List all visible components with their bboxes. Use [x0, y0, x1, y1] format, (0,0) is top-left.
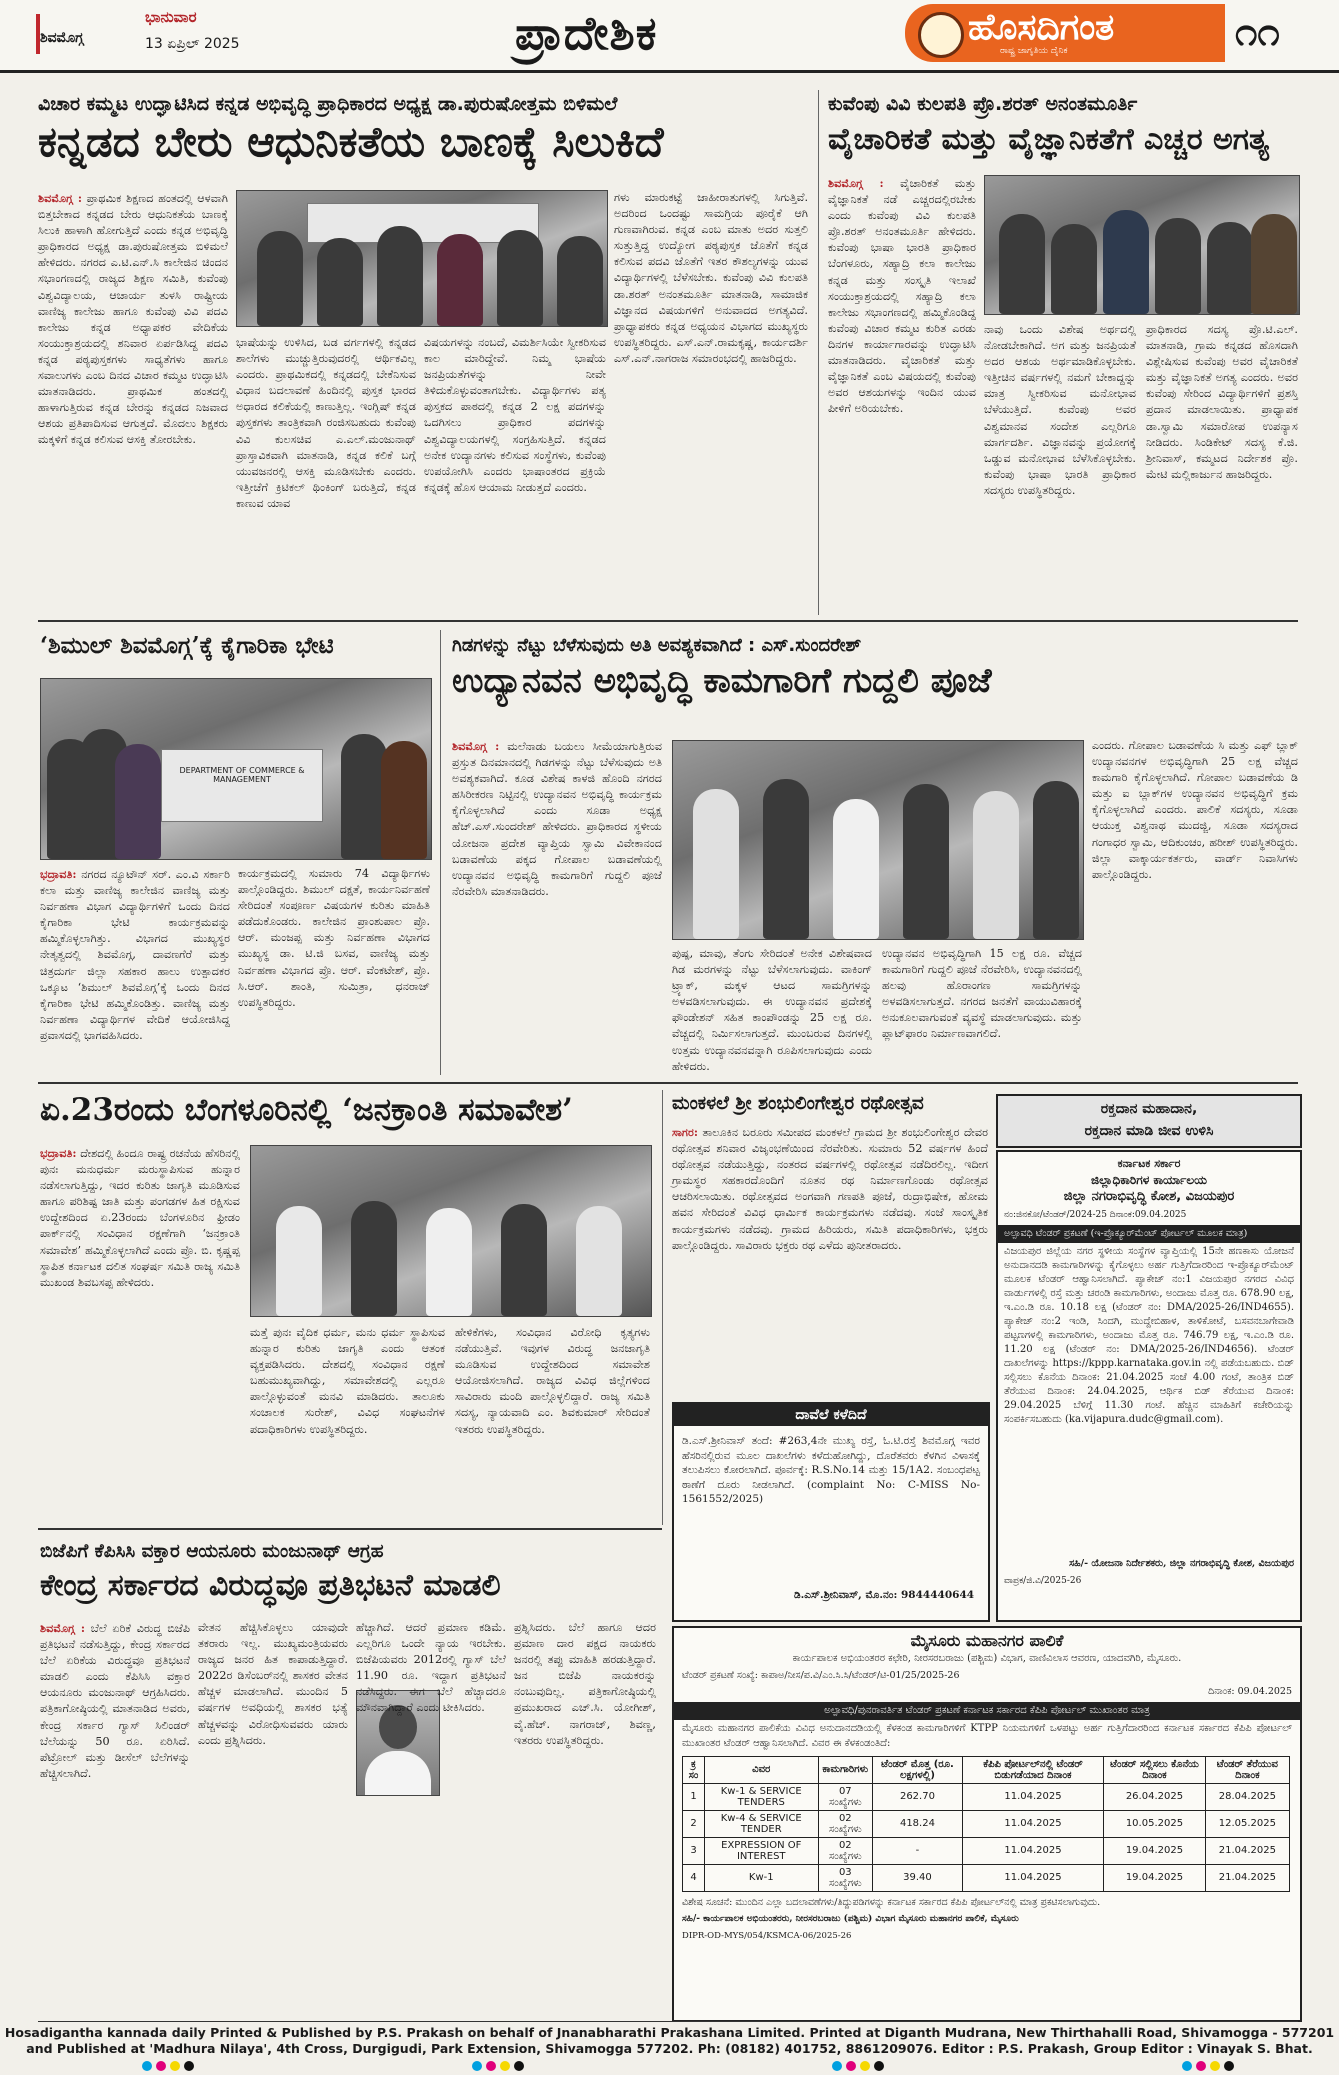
story7-column-3: ಹೆಚ್ಚಾಗಿದೆ. ಆದರೆ ಪ್ರಮಾಣ ಕಡಿಮೆ. ಎಲ್ಲರಿಗೂ ಒಂದೇ ನ್ಯಾಯ ಇರಬೇಕು. ಬಿಜೆಪಿಯವರು 2012ರಲ್ಲಿ ಗ್ಯಾಸ್ ಬೆಲೆ 11.90 ರೂ. ಇದ್ದಾಗ ಪ್ರತಿಭಟನೆ ನಡೆಸಿದ್ದರು. ಈಗ ಬೆಲೆ ಹೆಚ್ಚಾದರೂ ಮೌನವಾಗಿದ್ದಾರೆ ಎಂದು ಟೀಕಿಸಿದರು.: [356, 1621, 506, 1715]
section-divider: [38, 1528, 662, 1530]
story1-column-3: ವಿಷಯಗಳನ್ನು ನಂಬದೆ, ವಿಮರ್ಶಿಸಿಯೇ ಸ್ವೀಕರಿಸುವ ಕಾಲ ಮಾರಿದ್ದೇವೆ. ನಿಮ್ಮ ಭಾಷೆಯ ಜನಪ್ರಿಯತೆಗಳನ್ನು ನೀವೇ ತಿಳಿದುಕೊಳ್ಳುವಂತಾಗಬೇಕು. ವಿದ್ಯಾರ್ಥಿಗಳು ಪತ್ಯ ಪುಸ್ತಕದ ಪಾಠದಲ್ಲಿ ಕನ್ನಡ 2 ಲಕ್ಷ ಪದಗಳನ್ನು ಒದಗಿಸಲು ಪ್ರಾಧಿಕಾರ ಪದಗಳನ್ನು ವಿಶ್ವವಿದ್ಯಾಲಯಗಳಲ್ಲಿ ಸಂಗ್ರಹಿಸುತ್ತಿದೆ. ಕನ್ನಡದ ಅನೇಕ ಉದ್ಯಾನಗಳು ಕಲಿಸುವ ಸಂಸ್ಥೆಗಳು, ಕುವೆಂಪು ಉಪಯೋಗಿಸಿ ಎಂದರು ಭಾಷಾಂತರದ ಪ್ರಕ್ರಿಯೆ ಕನ್ನಡಕ್ಕೆ ಹೊಸ ಆಯಾಮ ನೀಡುತ್ತದೆ ಎಂದರು.: [424, 336, 606, 494]
ad1-government: ಕರ್ನಾಟಕ ಸರ್ಕಾರ: [1117, 1157, 1181, 1170]
edition-city: ಶಿವಮೊಗ್ಗ: [40, 30, 84, 46]
story7-column-1: ಶಿವಮೊಗ್ಗ : ಬೆಲೆ ಏರಿಕೆ ವಿರುದ್ಧ ಬಿಜೆಪಿ ಪ್ರತಿಭಟನೆ ನಡೆಸುತ್ತಿದ್ದು, ಕೇಂದ್ರ ಸರ್ಕಾರದ ಬೆಲೆ ಏರಿಕೆಯ ವಿರುದ್ಧವೂ ಪ್ರತಿಭಟನೆ ಮಾಡಲಿ ಎಂದು ಕೆಪಿಸಿಸಿ ವಕ್ತಾರ ಆಯನೂರು ಮಂಜುನಾಥ್ ಆಗ್ರಹಿಸಿದರು. ಪತ್ರಿಕಾಗೋಷ್ಠಿಯಲ್ಲಿ ಮಾತನಾಡಿದ ಅವರು, ಕೇಂದ್ರ ಸರ್ಕಾರ ಗ್ಯಾಸ್ ಸಿಲಿಂಡರ್ ಬೆಲೆಯನ್ನು 50 ರೂ. ಏರಿಸಿದೆ. ಪೆಟ್ರೋಲ್ ಮತ್ತು ಡೀಸೆಲ್ ಬೆಲೆಗಳನ್ನು ಹೆಚ್ಚಿಸಲಾಗಿದೆ.: [40, 1621, 190, 1780]
notice-title: ದಾವೆಲೆ ಕಳೆದಿದೆ: [674, 1404, 988, 1426]
story4-column-1: ಶಿವಮೊಗ್ಗ : ಮಲೆನಾಡು ಬಯಲು ಸೀಮೆಯಾಗುತ್ತಿರುವ ಪ್ರಸ್ತುತ ದಿನಮಾನದಲ್ಲಿ ಗಿಡಗಳನ್ನು ನೆಟ್ಟು ಬೆಳೆಸುವುದು ಅತಿ ಅವಶ್ಯಕವಾಗಿದೆ. ಕೂಡ ವಿಶೇಷ ಕಾಳಜಿ ಹೊಂದಿ ನಗರದ ಹಸಿರೀಕರಣ ನಿಟ್ಟಿನಲ್ಲಿ ಉದ್ಯಾನವನ ಅಭಿವೃದ್ಧಿ ಕಾರ್ಯಕ್ರಮ ಕೈಗೊಳ್ಳಲಾಗಿದೆ ಎಂದು ಸೂಡಾ ಅಧ್ಯಕ್ಷ ಹೆಚ್.ಎಸ್.ಸುಂದರೇಶ್ ಹೇಳಿದರು. ಪ್ರಾಧಿಕಾರದ ಸ್ಥಳೀಯ ಯೋಜನಾ ಪ್ರದೇಶ ವ್ಯಾಪ್ತಿಯ ಸ್ವಾಮಿ ವಿವೇಕಾನಂದ ಬಡಾವಣೆಯ ಪಕ್ಕದ ಗೋಪಾಲ ಬಡಾವಣೆಯಲ್ಲಿ ಉದ್ಯಾನವನ ಅಭಿವೃದ್ಧಿ ಕಾಮಗಾರಿಗೆ ಗುದ್ದಲಿ ಪೂಜೆ ನೆರವೇರಿಸಿ ಮಾತನಾಡಿದರು.: [452, 739, 663, 898]
footer-divider: [38, 2021, 1298, 2022]
ad2-date: ದಿನಾಂಕ: 09.04.2025: [1208, 1686, 1292, 1698]
ad2-office: ಕಾರ್ಯಪಾಲಕ ಅಭಿಯಂತರರ ಕಛೇರಿ, ನೀರಸರಬರಾಜು (ಪಶ್ಚಿಮ) ವಿಭಾಗ, ವಾಣಿವಿಲಾಸ ಆವರಣ, ಯಾದವಗಿರಿ, ಮೈಸೂರು.: [792, 1653, 1182, 1664]
section-divider: [38, 1082, 1298, 1084]
edition-date: 13 ಏಪ್ರಿಲ್ 2025: [145, 36, 240, 52]
table-row: 4 Kw-1 03 ಸಂಖ್ಯೆಗಳು 39.40 11.04.2025 19.04.2025 21.04.2025: [683, 1864, 1290, 1891]
notice-body: ಡಿ.ಎಸ್.ಶ್ರೀನಿವಾಸ್ ತಂದೆ: #263,4ನೇ ಮುಖ್ಯ ರಸ್ತೆ, ಓ.ಟಿ.ರಸ್ತೆ ಶಿವಮೊಗ್ಗ ಇವರ ಹೆಸರಿನಲ್ಲಿರುವ ಮೂಲ ದಾಖಲೆಗಳು ಕಳೆದುಹೋಗಿದ್ದು, ದೊರೆತವರು ಕೆಳಗಿನ ವಿಳಾಸಕ್ಕೆ ತಲುಪಿಸಲು ಕೋರಲಾಗಿದೆ. ಪೂರ್ವಕ್ಕೆ: R.S.No.14 ಮತ್ತು 15/1A2. ಸಂಬಂಧಪಟ್ಟ ಠಾಣೆಗೆ ದೂರು ನೀಡಲಾಗಿದೆ. (complaint No: C-MISS No-1561552/2025): [682, 1435, 980, 1506]
column-divider: [818, 90, 819, 615]
blood-line-2: ರಕ್ತದಾನ ಮಾಡಿ ಜೀವ ಉಳಿಸಿ: [1084, 1123, 1214, 1139]
edition-day: ಭಾನುವಾರ: [145, 8, 197, 26]
registration-marks: [830, 2056, 886, 2075]
story5-headline: ಏ.23ರಂದು ಬೆಂಗಳೂರಿನಲ್ಲಿ ‘ಜನಕ್ರಾಂತಿ ಸಮಾವೇಶ’: [40, 1092, 573, 1128]
story6-headline: ಮಂಕಳಲೆ ಶ್ರೀ ಶಂಭುಲಿಂಗೇಶ್ವರ ರಥೋತ್ಸವ: [672, 1093, 924, 1114]
masthead: [0, 0, 1339, 73]
section-divider: [38, 620, 1298, 622]
registration-marks: [140, 2056, 196, 2075]
column-divider: [662, 1090, 663, 1525]
ad2-tender-table: [682, 1756, 1290, 1892]
story1-byline: ಶಿವಮೊಗ್ಗ :: [38, 191, 82, 205]
story3-group-photo: [40, 678, 432, 860]
table-header-row: ಕ್ರ ಸಂ ವಿವರ ಕಾಮಗಾರಿಗಳು ಟೆಂಡರ್ ಮೊತ್ತ (ರೂ. ಲಕ್ಷಗಳಲ್ಲಿ) ಕೆಪಿಪಿ ಪೋರ್ಟಲ್‌ನಲ್ಲಿ ಟೆಂಡರ್ ಬಿಡುಗಡೆಯಾದ ದಿನಾಂಕ ಟೆಂಡರ್ ಸಲ್ಲಿಸಲು ಕೊನೆಯ ದಿನಾಂಕ ಟೆಂಡರ್ ತೆರೆಯುವ ದಿನಾಂಕ: [683, 1756, 1290, 1783]
ad1-signature: ಸಹಿ/- ಯೋಜನಾ ನಿರ್ದೇಶಕರು, ಜಿಲ್ಲಾ ನಗರಾಭಿವೃದ್ಧಿ ಕೋಶ, ವಿಜಯಪುರ: [1069, 1558, 1294, 1570]
story7-column-4: ಪ್ರಶ್ನಿಸಿದರು. ಬೆಲೆ ಹಾಗೂ ಆದರ ಪ್ರಮಾಣ ದಾರ ಪಕ್ಷದ ನಾಯಕರು ಜನರಲ್ಲಿ ತಪ್ಪು ಮಾಹಿತಿ ಹರಡುತ್ತಿದ್ದಾರೆ. ಜನ ಬಿಜೆಪಿ ನಾಯಕರನ್ನು ನಂಬುವುದಿಲ್ಲ. ಪತ್ರಿಕಾಗೋಷ್ಠಿಯಲ್ಲಿ ಪ್ರಮುಖರಾದ ಎಚ್.ಸಿ. ಯೋಗೀಶ್, ವೈ.ಹೆಚ್. ನಾಗರಾಜ್, ಶಿವಣ್ಣ, ಇತರರು ಉಪಸ್ಥಿತರಿದ್ದರು.: [514, 1621, 656, 1747]
story5-press-meet-photo: [250, 1145, 652, 1317]
page-number: ೧೧: [1235, 8, 1280, 55]
imprint-line-1: Hosadigantha kannada daily Printed & Published by P.S. Prakash on behalf of Jnanabharathi Prakashana Limited. Printed at Diganth Mudrana, New Thirthahalli Road, Shivamogga - 577201: [4, 2025, 1335, 2040]
story3-banner: DEPARTMENT OF COMMERCE & MANAGEMENT: [161, 749, 323, 822]
vijayapura-tender-ad: [996, 1150, 1302, 1622]
story3-column-1: ಭದ್ರಾವತಿ: ನಗರದ ನ್ಯೂಟೌನ್ ಸರ್. ಎಂ.ವಿ ಸರ್ಕಾರಿ ಕಲಾ ಮತ್ತು ವಾಣಿಜ್ಯ ಕಾಲೇಜಿನ ವಾಣಿಜ್ಯ ಮತ್ತು ನಿರ್ವಹಣಾ ವಿಭಾಗ ವಿದ್ಯಾರ್ಥಿಗಳಿಗೆ ಒಂದು ದಿನದ ಕೈಗಾರಿಕಾ ಭೇಟಿ ಕಾರ್ಯಕ್ರಮವನ್ನು ಹಮ್ಮಿಕೊಳ್ಳಲಾಗಿತ್ತು. ವಿಭಾಗದ ಮುಖ್ಯಸ್ಥರ ನೇತೃತ್ವದಲ್ಲಿ ಶಿವಮೊಗ್ಗ, ದಾವಣಗೆರೆ ಮತ್ತು ಚಿತ್ರದುರ್ಗ ಜಿಲ್ಲಾ ಸಹಕಾರ ಹಾಲು ಉತ್ಪಾದಕರ ಒಕ್ಕೂಟ ‘ಶಿಮುಲ್ ಶಿವಮೊಗ್ಗ’ಕ್ಕೆ ಒಂದು ದಿನದ ಕೈಗಾರಿಕಾ ಭೇಟಿ ಹಮ್ಮಿಕೊಂಡಿತ್ತು. ವಾಣಿಜ್ಯ ಮತ್ತು ನಿರ್ವಹಣಾ ವಿದ್ಯಾರ್ಥಿಗಳ ವೇದಿಕೆ ಆಯೋಜಿಸಿದ್ದ ಪ್ರವಾಸದಲ್ಲಿ ಭಾಗವಹಿಸಿದರು.: [40, 867, 230, 1042]
story1-column-4: ಗಳು ಮಾರುಕಟ್ಟೆ ಜಾಹೀರಾತುಗಳಲ್ಲಿ ಸಿಗುತ್ತಿವೆ. ಅದರಿಂದ ಒಂದಷ್ಟು ಸಾಮಗ್ರಿಯ ಪೂರೈಕೆ ಆಗಿ ಗುಣವಾಗಿರುವ. ಕನ್ನಡ ಎಂಬ ಮಾತು ಅದರ ಸುತ್ತಲಿ ಸುತ್ತುತ್ತಿದ್ದ ಉದ್ಯೋಗ ಪಠ್ಯಪುಸ್ತಕ ಜೊತೆಗೆ ಕನ್ನಡ ಕಲಿಸುವ ಪದವಿ ಜೊತೆಗೆ ಇತರ ಕೌಶಲ್ಯಗಳನ್ನು ಯುವ ವಿದ್ಯಾರ್ಥಿಗಳಲ್ಲಿ ಬೆಳೆಸಬೇಕು. ಕುವೆಂಪು ವಿವಿ ಕುಲಪತಿ ಡಾ.ಶರತ್ ಅನಂತಮೂರ್ತಿ ಮಾತನಾಡಿ, ಸಾಮಾಜಿಕ ವಿಜ್ಞಾನದ ವಿಷಯಗಳಿಗೆ ಅನುವಾದದ ಅಗತ್ಯವಿದೆ. ಪ್ರಾಧ್ಯಾಪಕರು ಕನ್ನಡ ಅಧ್ಯಯನ ವಿಭಾಗದ ಮುಖ್ಯಸ್ಥರು ಉಪಸ್ಥಿತರಿದ್ದರು. ಎಸ್.ಎನ್.ರಾಮಕೃಷ್ಣ, ಕಾರ್ಯದರ್ಶಿ ಎಸ್.ಎನ್.ನಾಗರಾಜ ಸಮಾರಂಭದಲ್ಲಿ ಹಾಜರಿದ್ದರು.: [614, 191, 808, 365]
story4-photo: [672, 740, 1084, 940]
lost-documents-notice: [672, 1402, 990, 1622]
story5-column-3: ಹೇಳಿಕೆಗಳು, ಸಂವಿಧಾನ ವಿರೋಧಿ ಕೃತ್ಯಗಳು ನಡೆಯುತ್ತಿವೆ. ಇವುಗಳ ವಿರುದ್ಧ ಜನಜಾಗೃತಿ ಮೂಡಿಸುವ ಉದ್ದೇಶದಿಂದ ಸಮಾವೇಶ ಆಯೋಜಿಸಲಾಗಿದೆ. ರಾಜ್ಯದ ವಿವಿಧ ಜಿಲ್ಲೆಗಳಿಂದ ಸಾವಿರಾರು ಮಂದಿ ಪಾಲ್ಗೊಳ್ಳಲಿದ್ದಾರೆ. ರಾಜ್ಯ ಸಮಿತಿ ಸದಸ್ಯ, ನ್ಯಾಯವಾದಿ ಎಂ. ಶಿವಕುಮಾರ್ ಸೇರಿದಂತೆ ಇತರರು ಉಪಸ್ಥಿತರಿದ್ದರು.: [455, 1326, 650, 1436]
story2-kicker: ಕುವೆಂಪು ವಿವಿ ಕುಲಪತಿ ಪ್ರೊ.ಶರತ್ ಅನಂತಮೂರ್ತಿ: [828, 93, 1138, 115]
registration-marks: [470, 2056, 526, 2075]
ad2-note: ವಿಶೇಷ ಸೂಚನೆ: ಮುಂದಿನ ಎಲ್ಲಾ ಬದಲಾವಣೆಗಳು/ತಿದ್ದುಪಡಿಗಳನ್ನು ಕರ್ನಾಟಕ ಸರ್ಕಾರದ ಕೆಪಿಪಿ ಪೋರ್ಟಲ್‌ನಲ್ಲಿ ಮಾತ್ರ ಪ್ರಕಟಿಸಲಾಗುವುದು.: [682, 1896, 1101, 1908]
story4-headline: ಉದ್ಯಾನವನ ಅಭಿವೃದ್ಧಿ ಕಾಮಗಾರಿಗೆ ಗುದ್ದಲಿ ಪೂಜೆ: [452, 661, 992, 701]
column-divider: [440, 630, 441, 1075]
ad2-code: DIPR-OD-MYS/054/KSMCA-06/2025-26: [682, 1930, 852, 1941]
ad2-signature: ಸಹಿ/- ಕಾರ್ಯಪಾಲಕ ಅಭಿಯಂತರರು, ನೀರಸರಬರಾಜು (ಪಶ್ಚಿಮ) ವಿಭಾಗ ಮೈಸೂರು ಮಹಾನಗರ ಪಾಲಿಕೆ, ಮೈಸೂರು: [682, 1914, 1019, 1925]
story3-column-2: ಕಾರ್ಯಕ್ರಮದಲ್ಲಿ ಸುಮಾರು 74 ವಿದ್ಯಾರ್ಥಿಗಳು ಪಾಲ್ಗೊಂಡಿದ್ದರು. ಶಿಮುಲ್ ದಕ್ಷತೆ, ಕಾರ್ಯನಿರ್ವಹಣೆ ಸೇರಿದಂತೆ ಸಂಪೂರ್ಣ ವಿಷಯಗಳ ಕುರಿತು ಮಾಹಿತಿ ಪಡೆದುಕೊಂಡರು. ಕಾಲೇಜಿನ ಪ್ರಾಂಶುಪಾಲ ಪ್ರೊ. ಆರ್. ಮಂಜಪ್ಪ ಮತ್ತು ನಿರ್ವಹಣಾ ವಿಭಾಗದ ಮುಖ್ಯಸ್ಥ ಡಾ. ಟಿ.ಜಿ ಬಸವ, ವಾಣಿಜ್ಯ ಮತ್ತು ನಿರ್ವಹಣಾ ವಿಭಾಗದ ಪ್ರೊ. ಆರ್. ವೆಂಕಟೇಶ್, ಪ್ರೊ. ಸಿ.ಆರ್. ಶಾಂತಿ, ಸುಮಿತ್ರಾ, ಧನರಾಜ್ ಉಪಸ್ಥಿತರಿದ್ದರು.: [238, 867, 430, 1009]
ad1-reference: ನಂ:ಜಿನಕೋ/ಟೆಂಡರ್/2024-25 ದಿನಾಂಕ:09.04.2025: [1004, 1210, 1187, 1220]
story3-headline: ‘ಶಿಮುಲ್ ಶಿವಮೊಗ್ಗ’ಕ್ಕೆ ಕೈಗಾರಿಕಾ ಭೇಟಿ: [40, 632, 334, 659]
imprint-line-2: and Published at 'Madhura Nilaya', 4th Cross, Durgigudi, Park Extension, Shivamogga 577202. Ph: (08182) 401752, 8861209076. Editor : P.S. Prakash, Group Editor : Vinayak S. Bhat.: [26, 2041, 1313, 2056]
table-row: 1 Kw-1 & SERVICE TENDERS 07 ಸಂಖ್ಯೆಗಳು 262.70 11.04.2025 26.04.2025 28.04.2025: [683, 1783, 1290, 1810]
story7-headline: ಕೇಂದ್ರ ಸರ್ಕಾರದ ವಿರುದ್ಧವೂ ಪ್ರತಿಭಟನೆ ಮಾಡಲಿ: [40, 1568, 501, 1603]
mysuru-tender-ad: [672, 1626, 1302, 2022]
paper-tagline: ರಾಷ್ಟ್ರ ಜಾಗೃತಿಯ ದೈನಿಕ: [1000, 46, 1068, 56]
ad1-code: ವಾಪ್ರಕ/ಜಿ.ವಿ/2025-26: [1004, 1575, 1082, 1586]
imprint-footer: [0, 2025, 1339, 2067]
ad1-body: ವಿಜಯಪುರ ಜಿಲ್ಲೆಯ ನಗರ ಸ್ಥಳೀಯ ಸಂಸ್ಥೆಗಳ ವ್ಯಾಪ್ತಿಯಲ್ಲಿ 15ನೇ ಹಣಕಾಸು ಯೋಜನೆ ಅನುದಾನದಡಿ ಕಾಮಗಾರಿಗಳನ್ನು ಕೈಗೊಳ್ಳಲು ಅರ್ಹ ಗುತ್ತಿಗೆದಾರರಿಂದ ಇ-ಪ್ರೊಕ್ಯೂರ್‌ಮೆಂಟ್ ಮೂಲಕ ಟೆಂಡರ್ ಆಹ್ವಾನಿಸಲಾಗಿದೆ. ಪ್ಯಾಕೇಜ್ ನಂ:1 ವಿಜಯಪುರ ನಗರದ ವಿವಿಧ ವಾರ್ಡುಗಳಲ್ಲಿ ರಸ್ತೆ ಮತ್ತು ಚರಂಡಿ ಕಾಮಗಾರಿಗಳು, ಅಂದಾಜು ಮೊತ್ತ ರೂ. 678.90 ಲಕ್ಷ, ಇ.ಎಂ.ಡಿ ರೂ. 10.18 ಲಕ್ಷ (ಟೆಂಡರ್ ನಂ: DMA/2025-26/IND4655). ಪ್ಯಾಕೇಜ್ ನಂ:2 ಇಂಡಿ, ಸಿಂದಗಿ, ಮುದ್ದೇಬಿಹಾಳ, ತಾಳಿಕೋಟೆ, ಬಸವನಬಾಗೇವಾಡಿ ಪಟ್ಟಣಗಳಲ್ಲಿ ಕಾಮಗಾರಿಗಳು, ಅಂದಾಜು ಮೊತ್ತ ರೂ. 746.79 ಲಕ್ಷ, ಇ.ಎಂ.ಡಿ ರೂ. 11.20 ಲಕ್ಷ (ಟೆಂಡರ್ ನಂ: DMA/2025-26/IND4656). ಟೆಂಡರ್ ದಾಖಲೆಗಳನ್ನು https://kppp.karnataka.gov.in ನಲ್ಲಿ ಪಡೆಯಬಹುದು. ಬಿಡ್ ಸಲ್ಲಿಸಲು ಕೊನೆಯ ದಿನಾಂಕ: 21.04.2025 ಸಂಜೆ 4.00 ಗಂಟೆ, ತಾಂತ್ರಿಕ ಬಿಡ್ ತೆರೆಯುವ ದಿನಾಂಕ: 24.04.2025, ಆರ್ಥಿಕ ಬಿಡ್ ತೆರೆಯುವ ದಿನಾಂಕ: 29.04.2025 ಬೆಳಿಗ್ಗೆ 11.30 ಗಂಟೆ. ಹೆಚ್ಚಿನ ಮಾಹಿತಿಗೆ ಕಚೇರಿಯನ್ನು ಸಂಪರ್ಕಿಸಬಹುದು (ka.vijapura.dudc@gmail.com).: [1004, 1246, 1294, 1426]
story1-column-1: ಶಿವಮೊಗ್ಗ : ಪ್ರಾಥಮಿಕ ಶಿಕ್ಷಣದ ಹಂತದಲ್ಲಿ ಆಳವಾಗಿ ಬಿತ್ತಬೇಕಾದ ಕನ್ನಡದ ಬೇರು ಆಧುನಿಕತೆಯ ಬಾಣಕ್ಕೆ ಸಿಲುಕಿ ಹಾಳಾಗಿ ಹೋಗುತ್ತಿದೆ ಎಂದು ಕನ್ನಡ ಅಭಿವೃದ್ಧಿ ಪ್ರಾಧಿಕಾರದ ಅಧ್ಯಕ್ಷ ಡಾ.ಪುರುಷೋತ್ತಮ ಬಿಳಿಮಲೆ ಹೇಳಿದರು. ನಗರದ ಎ.ಟಿ.ಎನ್.ಸಿ ಕಾಲೇಜಿನ ಚಿಂದನ ಸಭಾಂಗಣದಲ್ಲಿ ರಾಜ್ಯದ ಶಿಕ್ಷಣ ಸಮಿತಿ, ಕುವೆಂಪು ವಿಶ್ವವಿದ್ಯಾಲಯ, ಆಚಾರ್ಯ ತುಳಸಿ ರಾಷ್ಟ್ರೀಯ ವಾಣಿಜ್ಯ ಕಾಲೇಜು ಹಾಗೂ ಕುವೆಂಪು ವಿವಿ ಪದವಿ ಕಾಲೇಜು ಕನ್ನಡ ಅಧ್ಯಾಪಕರ ವೇದಿಕೆಯ ಸಂಯುಕ್ತಾಶ್ರಯದಲ್ಲಿ ಶನಿವಾರ ಏರ್ಪಡಿಸಿದ್ದ ಪದವಿ ಕನ್ನಡ ಪಠ್ಯಪುಸ್ತಕಗಳು ಸಾಧ್ಯತೆಗಳು ಹಾಗೂ ಸವಾಲುಗಳು ಎಂಬ ದಿನದ ವಿಚಾರ ಕಮ್ಮಟ ಉದ್ಘಾಟಿಸಿ ಮಾತನಾಡಿದರು. ಪ್ರಾಥಮಿಕ ಹಂತದಲ್ಲಿ ಹಾಳಾಗುತ್ತಿರುವ ಕನ್ನಡ ಬೇರನ್ನು ಕನ್ನಡದ ನಿಜವಾದ ಆಶಯ ಪ್ರತಿಪಾದಿಸುವ ಆಗುತ್ತದೆ. ಮೊದಲು ಶಿಕ್ಷಕರು ಮಕ್ಕಳಿಗೆ ಕನ್ನಡ ಕಲಿಸುವ ಆಸಕ್ತಿ ತೋರಬೇಕು.: [38, 191, 228, 447]
story1-photo: [236, 190, 608, 327]
ad2-title: ಮೈಸೂರು ಮಹಾನಗರ ಪಾಲಿಕೆ: [910, 1631, 1064, 1650]
ad1-department: ಜಿಲ್ಲಾ ನಗರಾಭಿವೃದ್ಧಿ ಕೋಶ, ವಿಜಯಪುರ: [1063, 1189, 1235, 1204]
blood-line-1: ರಕ್ತದಾನ ಮಹಾದಾನ,: [1100, 1101, 1198, 1117]
story6-body: ಸಾಗರ: ತಾಲೂಕಿನ ಬರೂರು ಸಮೀಪದ ಮಂಕಳಲೆ ಗ್ರಾಮದ ಶ್ರೀ ಶಂಭುಲಿಂಗೇಶ್ವರ ದೇವರ ರಥೋತ್ಸವ ಶನಿವಾರ ವಿಜೃಂಭಣೆಯಿಂದ ನೆರವೇರಿತು. ಸುಮಾರು 52 ವರ್ಷಗಳ ಹಿಂದೆ ರಥೋತ್ಸವ ನಡೆಯುತ್ತಿದ್ದು, ನಂತರದ ವರ್ಷಗಳಲ್ಲಿ ರಥೋತ್ಸವ ನಡೆದಿರಲಿಲ್ಲ. ಇದೀಗ ಗ್ರಾಮಸ್ಥರ ಸಹಕಾರದೊಂದಿಗೆ ನೂತನ ರಥ ನಿರ್ಮಾಣಗೊಂಡು ರಥೋತ್ಸವ ಆಚರಿಸಲಾಯಿತು. ರಥೋತ್ಸವದ ಅಂಗವಾಗಿ ಗಣಪತಿ ಪೂಜೆ, ರುದ್ರಾಭಿಷೇಕ, ಹೋಮ ಹವನ ಸೇರಿದಂತೆ ವಿವಿಧ ಧಾರ್ಮಿಕ ಕಾರ್ಯಕ್ರಮಗಳು ನಡೆದವು. ಸಂಜೆ ಸಾಂಸ್ಕೃತಿಕ ಕಾರ್ಯಕ್ರಮಗಳು ನಡೆದವು. ಗ್ರಾಮದ ಹಿರಿಯರು, ಸಮಿತಿ ಪದಾಧಿಕಾರಿಗಳು, ಭಕ್ತರು ಪಾಲ್ಗೊಂಡಿದ್ದರು. ಸಾವಿರಾರು ಭಕ್ತರು ರಥ ಎಳೆದು ಪುನೀತರಾದರು.: [672, 1125, 988, 1252]
story4-kicker: ಗಿಡಗಳನ್ನು ನೆಟ್ಟು ಬೆಳೆಸುವುದು ಅತಿ ಅವಶ್ಯಕವಾಗಿದೆ : ಎಸ್.ಸುಂದರೇಶ್: [452, 635, 862, 656]
notice-signature: ಡಿ.ಎಸ್.ಶ್ರೀನಿವಾಸ್, ಮೊ.ನಂ: 9844440644: [794, 1589, 975, 1601]
story4-column-4: ಎಂದರು. ಗೋಪಾಲ ಬಡಾವಣೆಯ ಸಿ ಮತ್ತು ಎಫ್ ಬ್ಲಾಕ್ ಉದ್ಯಾನವನಗಳ ಅಭಿವೃದ್ಧಿಗಾಗಿ 25 ಲಕ್ಷ ವೆಚ್ಚದ ಕಾಮಗಾರಿ ಕೈಗೊಳ್ಳಲಾಗಿದೆ. ಗೋಪಾಲ ಬಡಾವಣೆಯ ಡಿ ಮತ್ತು ಐ ಬ್ಲಾಕ್‌ಗಳ ಉದ್ಯಾನವನ ಅಭಿವೃದ್ಧಿಗೆ ಕ್ರಮ ಕೈಗೊಳ್ಳಲಾಗಿದೆ ಎಂದರು. ಪಾಲಿಕೆ ಸದಸ್ಯರು, ಸೂಡಾ ಆಯುಕ್ತ ವಿಶ್ವನಾಥ ಮುದಜ್ಜಿ, ಸೂಡಾ ಸದಸ್ಯರಾದ ಗಂಗಾಧರ ಸ್ವಾಮಿ, ಆದಿಕುಂಚಂ, ಹರೀಶ್ ಉಪಸ್ಥಿತರಿದ್ದರು. ಜಿಲ್ಲಾ ವಾಕ್ಕಾರ್ಯಕರ್ತರು, ವಾರ್ಡ್ ನಿವಾಸಿಗಳು ಪಾಲ್ಗೊಂಡಿದ್ದರು.: [1092, 739, 1298, 881]
story5-column-1: ಭದ್ರಾವತಿ: ದೇಶದಲ್ಲಿ ಹಿಂದೂ ರಾಷ್ಟ್ರ ರಚನೆಯ ಹೆಸರಿನಲ್ಲಿ ಪುನಃ ಮನುಧರ್ಮ ಮರುಸ್ಥಾಪಿಸುವ ಹುನ್ನಾರ ನಡೆಸಲಾಗುತ್ತಿದ್ದು, ಇದರ ಕುರಿತು ಜಾಗೃತಿ ಮೂಡಿಸುವ ಹಾಗೂ ಪರಿಶಿಷ್ಟ ಜಾತಿ ಮತ್ತು ಪಂಗಡಗಳ ಹಿತ ರಕ್ಷಿಸುವ ಉದ್ದೇಶದಿಂದ ಏ.23ರಂದು ಬೆಂಗಳೂರಿನ ಫ್ರೀಡಂ ಪಾರ್ಕ್‌ನಲ್ಲಿ ಸಂವಿಧಾನ ರಕ್ಷಣೆಗಾಗಿ ‘ಜನಕ್ರಾಂತಿ ಸಮಾವೇಶ’ ಹಮ್ಮಿಕೊಳ್ಳಲಾಗಿದೆ ಎಂದು ಪ್ರೊ. ಬಿ. ಕೃಷ್ಣಪ್ಪ ಸ್ಥಾಪಿತ ಕರ್ನಾಟಕ ದಲಿತ ಸಂಘರ್ಷ ಸಮಿತಿ ರಾಜ್ಯ ಸಮಿತಿ ಮುಖಂಡ ಶಿವಬಸಪ್ಪ ಹೇಳಿದರು.: [40, 1146, 240, 1289]
story2-column-3: ಪ್ರಾಧಿಕಾರದ ಸದಸ್ಯ ಪ್ರೊ.ಟಿ.ಎಲ್. ಮಾತನಾಡಿ, ಗ್ರಾಮ ಕನ್ನಡದ ಹೊಸದಾಗಿ ವಿಶ್ಲೇಷಿಸುವ ಕುವೆಂಪು ಅವರ ವೈಚಾರಿಕತೆ ಮತ್ತು ವೈಜ್ಞಾನಿಕತೆ ಅಗತ್ಯ ಎಂದರು. ಅವರ ಕುವೆಂಪು ಸೇರಿಂದ ವಿದ್ಯಾರ್ಥಿಗಳಿಗೆ ಪ್ರಶಸ್ತಿ ಪ್ರದಾನ ಮಾಡಲಾಯಿತು. ಪ್ರಾಧ್ಯಾಪಕ ಡಾ.ಸ್ವಾಮಿ ಸಮಾರೋಪ ಉಪನ್ಯಾಸ ನೀಡಿದರು. ಸಿಂಡಿಕೇಟ್ ಸದಸ್ಯ ಕೆ.ಜಿ. ಶ್ರೀನಿವಾಸ್, ಕಮ್ಮಟದ ನಿರ್ದೇಶಕ ಪ್ರೊ. ಮೇಟಿ ಮಲ್ಲಿಕಾರ್ಜುನ ಹಾಜರಿದ್ದರು.: [1146, 323, 1298, 481]
ad2-reference: ಟೆಂಡರ್ ಪ್ರಕಟಣೆ ಸಂಖ್ಯೆ: ಕಾಪಾಅ/ನೀಸ/ಪ.ವಿ/ಎಂ.ಸಿ.ಸಿ/ಟೆಂಡರ್/ಟಿ-01/25/2025-26: [682, 1669, 960, 1681]
ad1-subtitle: ಅಲ್ಪಾವಧಿ ಟೆಂಡರ್ ಪ್ರಕಟಣೆ (ಇ-ಪ್ರೊಕ್ಯೂರ್‌ಮೆಂಟ್ ಪೋರ್ಟಲ್ ಮೂಲಕ ಮಾತ್ರ): [998, 1225, 1300, 1244]
story7-kicker: ಬಿಜೆಪಿಗೆ ಕೆಪಿಸಿಸಿ ವಕ್ತಾರ ಆಯನೂರು ಮಂಜುನಾಥ್ ಆಗ್ರಹ: [40, 1541, 384, 1562]
story2-headline: ವೈಚಾರಿಕತೆ ಮತ್ತು ವೈಜ್ಞಾನಿಕತೆಗೆ ಎಚ್ಚರ ಅಗತ್ಯ: [828, 122, 1270, 157]
paper-name: ಹೊಸದಿಗಂತ: [968, 6, 1115, 48]
story4-column-3: ಉದ್ಯಾನವನ ಅಭಿವೃದ್ಧಿಗಾಗಿ 15 ಲಕ್ಷ ರೂ. ವೆಚ್ಚದ ಕಾಮಗಾರಿಗೆ ಗುದ್ದಲಿ ಪೂಜೆ ನೆರವೇರಿಸಿ, ಉದ್ಯಾನವನದಲ್ಲಿ ಹಲವು ಹೊರಾಂಗಣ ಸಾಮಗ್ರಿಗಳನ್ನು ಅಳವಡಿಸಲಾಗುತ್ತದೆ. ನಗರದ ಜನತೆಗೆ ವಾಯುವಿಹಾರಕ್ಕೆ ಅನುಕೂಲವಾಗುವಂತೆ ವ್ಯವಸ್ಥೆ ಮಾಡಲಾಗುವುದು. ಮತ್ತು ಪ್ಲಾಟ್‌ಫಾರಂ ನಿರ್ಮಾಣವಾಗಲಿದೆ.: [882, 947, 1082, 1041]
ad2-intro: ಮೈಸೂರು ಮಹಾನಗರ ಪಾಲಿಕೆಯ ವಿವಿಧ ಅನುದಾನದಡಿಯಲ್ಲಿ ಕೆಳಕಂಡ ಕಾಮಗಾರಿಗಳಿಗೆ KTPP ನಿಯಮಗಳಿಗೆ ಒಳಪಟ್ಟು ಅರ್ಹ ಗುತ್ತಿಗೆದಾರರಿಂದ ಕರ್ನಾಟಕ ಸರ್ಕಾರದ ಕೆಪಿಪಿ ಪೋರ್ಟಲ್ ಮುಖಾಂತರ ಟೆಂಡರ್ ಆಹ್ವಾನಿಸಲಾಗಿದೆ. ವಿವರ ಈ ಕೆಳಕಂಡಂತಿದೆ:: [682, 1723, 1292, 1749]
story7-column-2: ವೇತನ ಹೆಚ್ಚಿಸಿಕೊಳ್ಳಲು ಯಾವುದೇ ತಕರಾರು ಇಲ್ಲ. ಮುಖ್ಯಮಂತ್ರಿಯವರು ರಾಜ್ಯದ ಜನರ ಹಿತ ಕಾಪಾಡುತ್ತಿದ್ದಾರೆ. 2022ರ ಡಿಸೆಂಬರ್‌ನಲ್ಲಿ ಶಾಸಕರ ವೇತನ ಹೆಚ್ಚಳ ಮಾಡಲಾಗಿದೆ. ಮುಂದಿನ 5 ವರ್ಷಗಳ ಅವಧಿಯಲ್ಲಿ ಶಾಸಕರ ಭತ್ಯೆ ಹೆಚ್ಚಳವನ್ನು ವಿರೋಧಿಸುವವರು ಯಾರು ಎಂದು ಪ್ರಶ್ನಿಸಿದರು.: [198, 1621, 348, 1747]
story2-photo: [984, 175, 1300, 315]
story2-column-1: ಶಿವಮೊಗ್ಗ : ವೈಚಾರಿಕತೆ ಮತ್ತು ವೈಜ್ಞಾನಿಕತೆ ನಡೆ ಎಚ್ಚರದಲ್ಲಿರಬೇಕು ಎಂದು ಕುವೆಂಪು ವಿವಿ ಕುಲಪತಿ ಪ್ರೊ.ಶರತ್ ಅನಂತಮೂರ್ತಿ ಹೇಳಿದರು. ಕುವೆಂಪು ಭಾಷಾ ಭಾರತಿ ಪ್ರಾಧಿಕಾರ ಬೆಂಗಳೂರು, ಸಹ್ಯಾದ್ರಿ ಕಲಾ ಕಾಲೇಜು ಕನ್ನಡ ಮತ್ತು ಸಂಸ್ಕೃತಿ ಇಲಾಖೆ ಸಂಯುಕ್ತಾಶ್ರಯದಲ್ಲಿ ಸಹ್ಯಾದ್ರಿ ಕಲಾ ಕಾಲೇಜು ಸಭಾಂಗಣದಲ್ಲಿ ಹಮ್ಮಿಕೊಂಡಿದ್ದ ಕುವೆಂಪು ವಿಚಾರ ಕಮ್ಮಟ ಕುರಿತ ಎರಡು ದಿನಗಳ ಕಾರ್ಯಾಗಾರವನ್ನು ಉದ್ಘಾಟಿಸಿ ಮಾತನಾಡಿದರು. ವೈಚಾರಿಕತೆ ಮತ್ತು ವೈಜ್ಞಾನಿಕತೆ ಎಂಬ ವಿಷಯದಲ್ಲಿ ಕುವೆಂಪು ಅವರ ಆಶಯಗಳನ್ನು ಇಂದಿನ ಯುವ ಪೀಳಿಗೆ ಅರಿಯಬೇಕು.: [828, 176, 976, 416]
story5-column-2: ಮತ್ತೆ ಪುನಃ ವೈದಿಕ ಧರ್ಮ, ಮನು ಧರ್ಮ ಸ್ಥಾಪಿಸುವ ಹುನ್ನಾರ ಕುರಿತು ಜಾಗೃತಿ ಎಂದು ಆತಂಕ ವ್ಯಕ್ತಪಡಿಸಿದರು. ದೇಶದಲ್ಲಿ ಸಂವಿಧಾನ ರಕ್ಷಣೆ ಬಹುಮುಖ್ಯವಾಗಿದ್ದು, ಸಮಾವೇಶದಲ್ಲಿ ಎಲ್ಲರೂ ಪಾಲ್ಗೊಳ್ಳುವಂತೆ ಮನವಿ ಮಾಡಿದರು. ತಾಲೂಕು ಸಂಚಾಲಕ ಸುರೇಶ್, ವಿವಿಧ ಸಂಘಟನೆಗಳ ಪದಾಧಿಕಾರಿಗಳು ಉಪಸ್ಥಿತರಿದ್ದರು.: [250, 1326, 445, 1436]
story4-column-2: ಪುಷ್ಪ, ಮಾವು, ತೆಂಗು ಸೇರಿದಂತೆ ಅನೇಕ ವಿಶೇಷವಾದ ಗಿಡ ಮರಗಳನ್ನು ನೆಟ್ಟು ಬೆಳೆಸಲಾಗುವುದು. ವಾಕಿಂಗ್ ಟ್ರ್ಯಾಕ್, ಮಕ್ಕಳ ಆಟದ ಸಾಮಗ್ರಿಗಳನ್ನು ಅಳವಡಿಸಲಾಗುವುದು. ಈ ಉದ್ಯಾನವನ ಪ್ರದೇಶಕ್ಕೆ ಫೌಂಡೇಶನ್ ಸಹಿತ ಕಾಂಪೌಂಡನ್ನು 25 ಲಕ್ಷ ರೂ. ವೆಚ್ಚದಲ್ಲಿ ನಿರ್ಮಿಸಲಾಗುತ್ತದೆ. ಮುಂಬರುವ ದಿನಗಳಲ್ಲಿ ಉತ್ತಮ ಉದ್ಯಾನವನವನ್ನಾಗಿ ರೂಪಿಸಲಾಗುವುದು ಎಂದು ಹೇಳಿದರು.: [672, 947, 872, 1073]
story1-kicker: ವಿಚಾರ ಕಮ್ಮಟ ಉದ್ಘಾಟಿಸಿದ ಕನ್ನಡ ಅಭಿವೃದ್ಧಿ ಪ್ರಾಧಿಕಾರದ ಅಧ್ಯಕ್ಷ ಡಾ.ಪುರುಷೋತ್ತಮ ಬಿಳಿಮಲೆ: [38, 93, 618, 115]
story1-headline: ಕನ್ನಡದ ಬೇರು ಆಧುನಿಕತೆಯ ಬಾಣಕ್ಕೆ ಸಿಲುಕಿದೆ: [38, 117, 664, 166]
registration-marks: [1180, 2056, 1236, 2075]
story2-column-2: ನಾವು ಒಂದು ವಿಶೇಷ ಅರ್ಥದಲ್ಲಿ ನೋಡಬೇಕಾಗಿದೆ. ಅಗ ಮತ್ತು ಜನಪ್ರಿಯತೆ ಅದರ ಆಶಯ ಅರ್ಥಮಾಡಿಕೊಳ್ಳಬೇಕು. ಇತ್ತೀಚಿನ ವರ್ಷಗಳಲ್ಲಿ ನಮಗೆ ಬೇಕಾದ್ದನ್ನು ಮಾತ್ರ ಸ್ವೀಕರಿಸುವ ಮನೋಭಾವ ಬೆಳೆಯುತ್ತಿದೆ. ಕುವೆಂಪು ಅವರ ವಿಶ್ವಮಾನವ ಸಂದೇಶ ಎಲ್ಲರಿಗೂ ಮಾರ್ಗದರ್ಶಿ. ವಿಜ್ಞಾನವನ್ನು ಪ್ರಯೋಗಕ್ಕೆ ಒಡ್ಡುವ ಮನೋಭಾವ ಬೆಳೆಸಿಕೊಳ್ಳಬೇಕು. ಕುವೆಂಪು ಭಾಷಾ ಭಾರತಿ ಪ್ರಾಧಿಕಾರ ಸದಸ್ಯರು ಉಪಸ್ಥಿತರಿದ್ದರು.: [984, 323, 1136, 497]
story1-column-2: ಭಾಷೆಯನ್ನು ಉಳಿಸಿದ, ಬಡ ವರ್ಗಗಳಲ್ಲಿ ಕನ್ನಡದ ಶಾಲೆಗಳು ಮುಚ್ಚುತ್ತಿರುವುದರಲ್ಲಿ ಆರ್ಥಿಕವಿಲ್ಲ ಎಂದರು. ಪ್ರಾಥಮಿಕದಲ್ಲಿ ಕನ್ನಡದಲ್ಲಿ ಬೇಕೆನಿಸುವ ವಿಧಾನ ಬದಲಾವಣೆ ಹಿಂದಿನಲ್ಲಿ ಪುಸ್ತಕ ಭಾರದ ಅಧಾರದ ಕಲಿಕೆಯಲ್ಲಿ ಕಾಣುತ್ತಿಲ್ಲ. ಇಂಗ್ಲಿಷ್ ಕನ್ನಡ ಪುಸ್ತಕಗಳು ತಾಂತ್ರಿಕವಾಗಿ ರಂಜಿಸಬಹುದು ಕುವೆಂಪು ವಿವಿ ಕುಲಸಚಿವ ಎ.ಎಲ್.ಮಂಜುನಾಥ್ ಪ್ರಾಸ್ತಾವಿಕವಾಗಿ ಮಾತನಾಡಿ, ಕನ್ನಡ ಕಲಿಕೆ ಬಗ್ಗೆ ಯುವಜನರಲ್ಲಿ ಆಸಕ್ತಿ ಮೂಡಿಸಬೇಕು ಎಂದರು. ಇತ್ತೀಚೆಗೆ ಕ್ರಿಟಿಕಲ್ ಥಿಂಕಿಂಗ್ ಬರುತ್ತಿದೆ, ಕನ್ನಡ ಕಾಣುವ ಯಾವ: [236, 336, 416, 510]
paper-emblem-icon: [918, 12, 964, 58]
ad2-subtitle: ಅಲ್ಪಾವಧಿ/ಪುನರಾವರ್ತಿತ ಟೆಂಡರ್ ಪ್ರಕಟಣೆ ಕರ್ನಾಟಕ ಸರ್ಕಾರದ ಕೆಪಿಪಿ ಪೋರ್ಟಲ್ ಮುಖಾಂತರ ಮಾತ್ರ: [674, 1702, 1300, 1721]
table-row: 3 EXPRESSION OF INTEREST 02 ಸಂಖ್ಯೆಗಳು - 11.04.2025 19.04.2025 21.04.2025: [683, 1837, 1290, 1864]
ad1-office: ಜಿಲ್ಲಾಧಿಕಾರಿಗಳ ಕಾರ್ಯಾಲಯ: [1091, 1173, 1207, 1187]
blood-donation-box: [996, 1094, 1302, 1148]
section-title: ಪ್ರಾದೇಶಿಕ: [515, 6, 658, 60]
table-row: 2 Kw-4 & SERVICE TENDER 02 ಸಂಖ್ಯೆಗಳು 418.24 11.04.2025 10.05.2025 12.05.2025: [683, 1810, 1290, 1837]
